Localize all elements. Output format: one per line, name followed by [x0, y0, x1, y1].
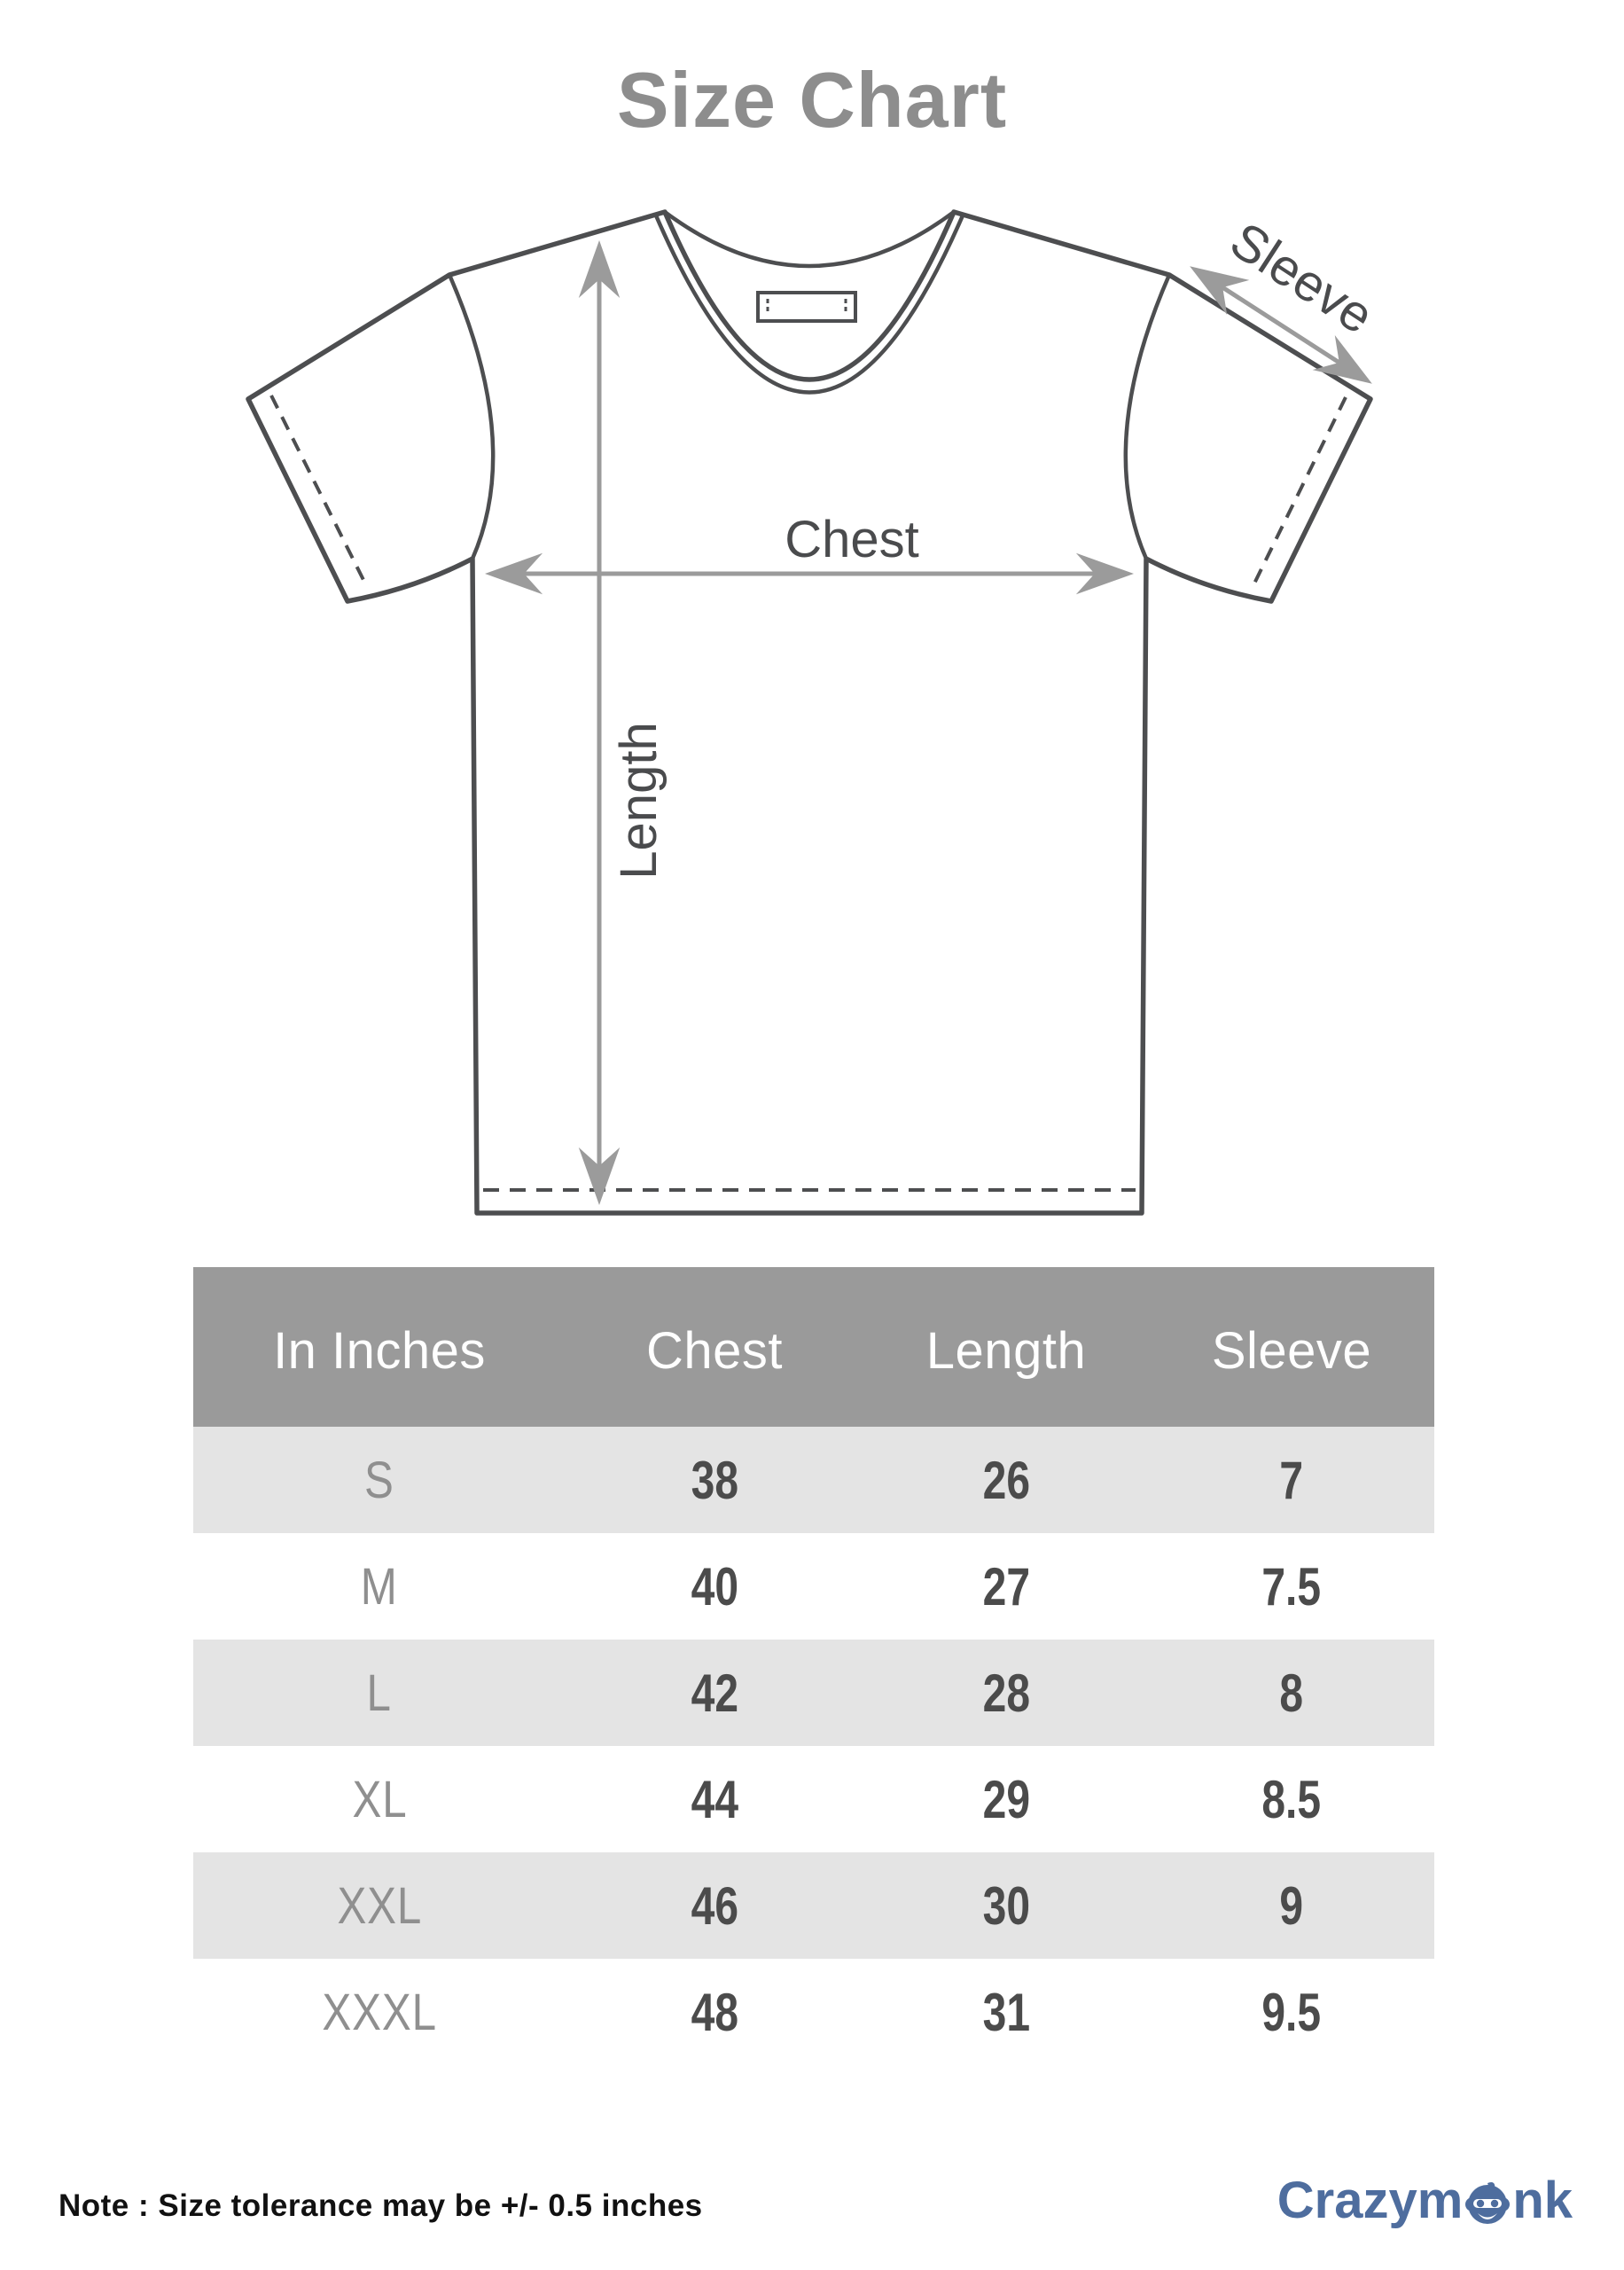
length-value: 28	[982, 1663, 1030, 1723]
size-table-header	[193, 1267, 1434, 1427]
length-value: 27	[982, 1556, 1030, 1616]
chest-value: 40	[691, 1556, 738, 1616]
sleeve-value: 8.5	[1261, 1769, 1322, 1829]
size-table	[193, 1267, 1434, 2065]
table-row-xxl	[193, 1852, 1434, 1959]
length-value: 29	[982, 1769, 1030, 1829]
page-title: Size Chart	[616, 56, 1008, 144]
sleeve-label: Sleeve	[1220, 211, 1384, 346]
chest-value: 42	[691, 1663, 738, 1723]
chest-value: 46	[691, 1875, 738, 1936]
length-value: 30	[982, 1875, 1030, 1936]
size-value: S	[364, 1451, 394, 1509]
sleeve-value: 9	[1279, 1875, 1304, 1936]
header-length: Length	[925, 1321, 1087, 1380]
size-value: XXXL	[322, 1983, 437, 2041]
tolerance-note: Note : Size tolerance may be +/- 0.5 inches	[59, 2188, 703, 2223]
length-value: 26	[982, 1450, 1030, 1510]
logo-text-pre: Crazym	[1277, 2172, 1464, 2229]
table-row-xl	[193, 1746, 1434, 1852]
chest-value: 38	[691, 1450, 738, 1510]
brand-logo	[1277, 2171, 1573, 2230]
sleeve-value: 8	[1279, 1663, 1304, 1723]
tshirt-measurement-diagram	[0, 160, 1624, 1241]
header-chest: Chest	[645, 1321, 783, 1380]
size-value: M	[361, 1557, 398, 1616]
neck-label	[758, 293, 855, 321]
sleeve-value: 9.5	[1261, 1982, 1322, 2042]
length-label: Length	[610, 722, 668, 880]
size-value: XXL	[337, 1876, 422, 1935]
monkey-face-icon	[1464, 2180, 1511, 2227]
table-row-m	[193, 1533, 1434, 1640]
table-row-s	[193, 1427, 1434, 1533]
sleeve-value: 7.5	[1261, 1556, 1322, 1616]
size-value: L	[366, 1663, 393, 1722]
chest-value: 44	[691, 1769, 738, 1829]
chest-label: Chest	[785, 511, 919, 568]
header-unit: In Inches	[273, 1321, 486, 1380]
tshirt-outline	[248, 212, 1370, 1213]
length-value: 31	[982, 1982, 1030, 2042]
table-row-l	[193, 1640, 1434, 1746]
size-value: XL	[351, 1770, 407, 1828]
table-row-xxxl	[193, 1959, 1434, 2065]
chest-value: 48	[691, 1982, 738, 2042]
sleeve-value: 7	[1279, 1450, 1304, 1510]
header-sleeve: Sleeve	[1211, 1321, 1372, 1380]
logo-text-post: nk	[1512, 2172, 1573, 2229]
